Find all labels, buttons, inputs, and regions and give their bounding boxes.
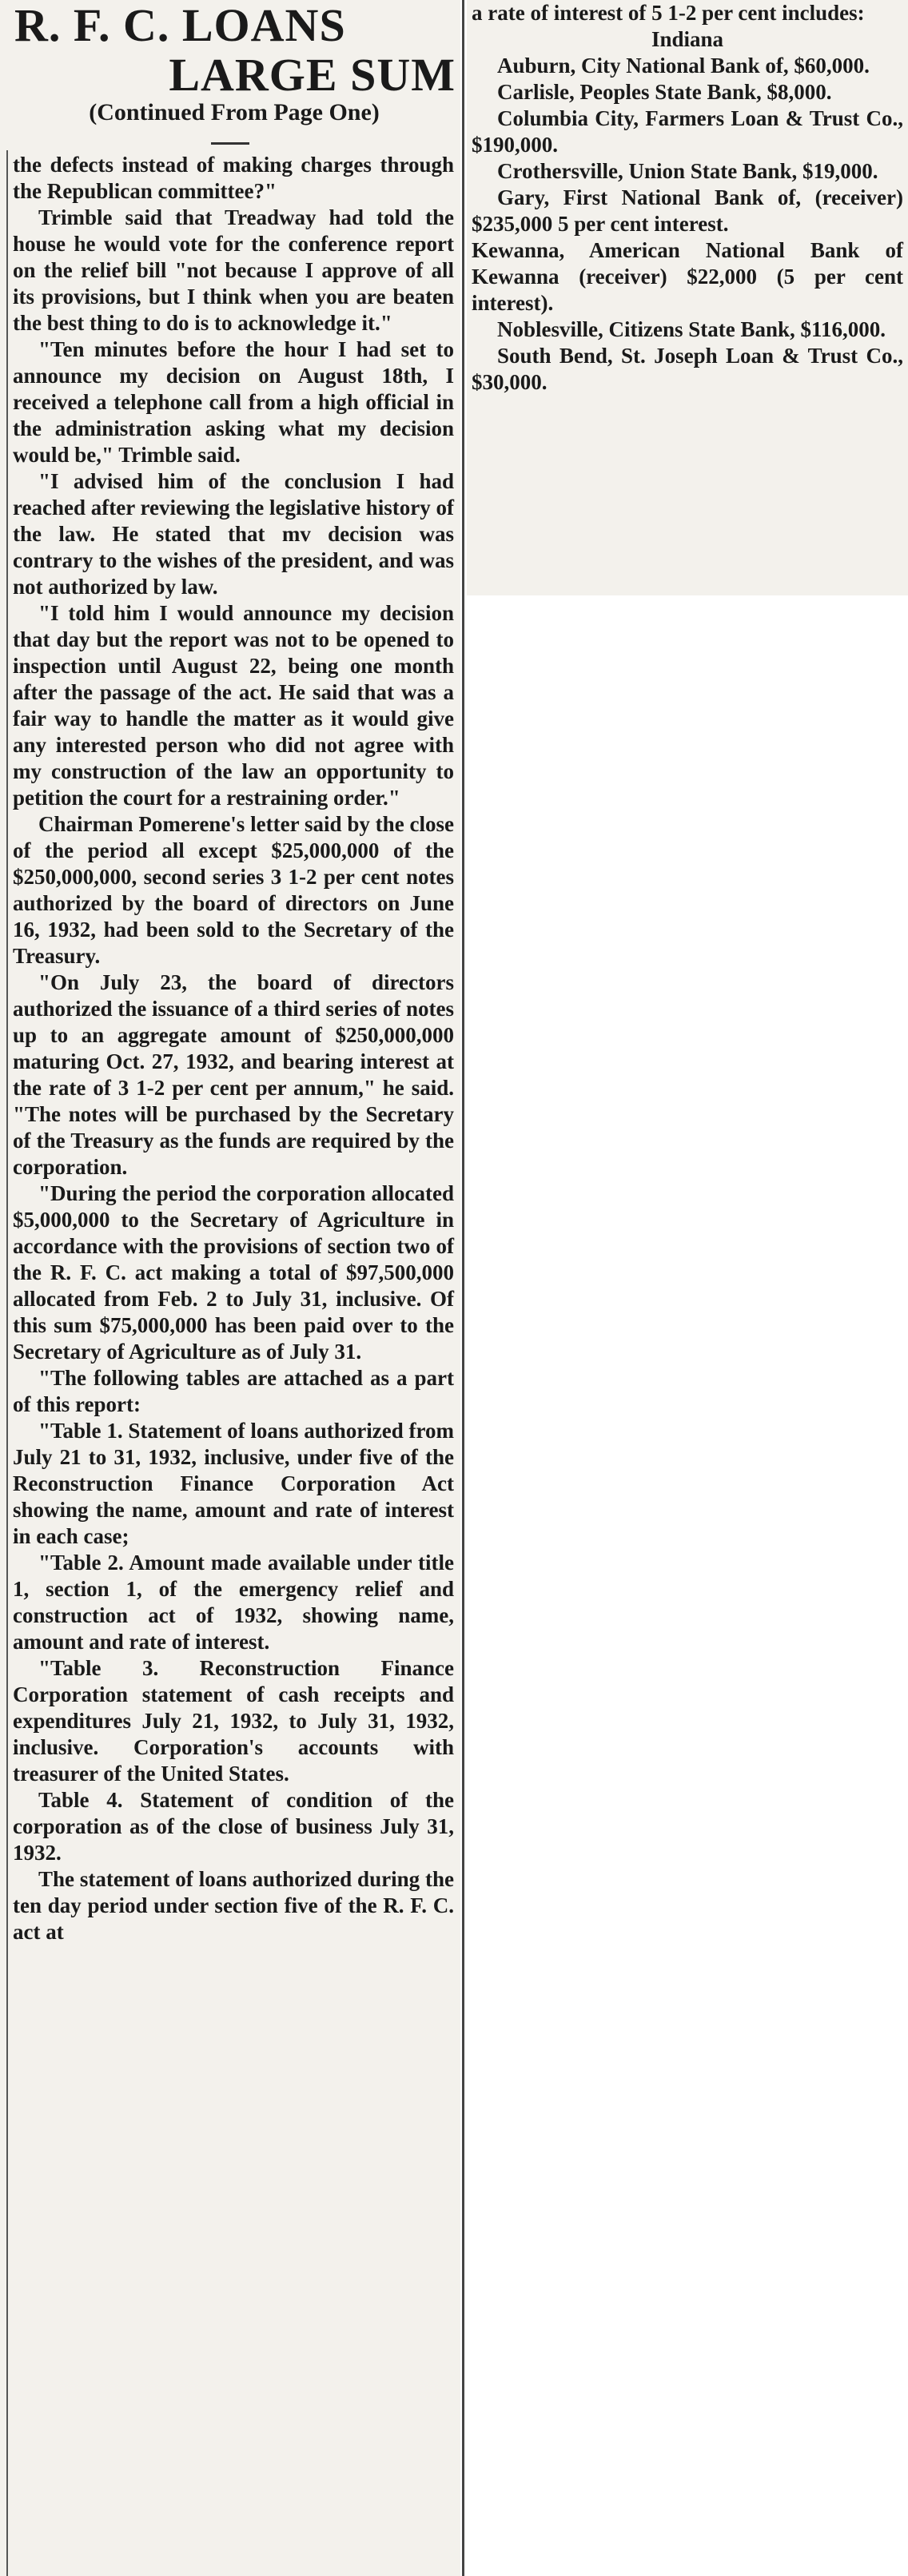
loan-entry: Columbia City, Farmers Loan & Trust Co., $190,000. [472,106,903,157]
article-body-left [13,152,454,1945]
paragraph: "I told him I would announce my decision that day but the report was not to be opened to inspection until August 22, being one month after the passage of the act. He said that was a fair way to handle the matter as it would give any interested person who did not agree with my construction of the law an opportunity to petition the court for a restraining order." [13,601,454,810]
paragraph: "The following tables are attached as a part of this report: [13,1366,454,1416]
paragraph: "I advised him of the conclusion I had reached after reviewing the legislative history of the law. He stated that mv decision was contrary to the wishes of the president, and was not authorized by law. [13,469,454,599]
continued-line: (Continued From Page One) [89,99,380,125]
loan-entry: Gary, First National Bank of, (receiver) $235,000 5 per cent interest. [472,185,903,236]
loan-entry: South Bend, St. Joseph Loan & Trust Co., $30,000. [472,344,903,394]
headline-line-1: R. F. C. LOANS [14,0,346,51]
loan-entry: Auburn, City National Bank of, $60,000. [497,54,870,78]
paragraph: the defects instead of making charges through the Republican committee?" [13,153,454,203]
article-body-right [472,0,903,396]
headline-rule [211,142,249,145]
column-divider [462,0,464,2576]
paragraph: "Table 2. Amount made available under title 1, section 1, of the emergency relief and construction act of 1932, showing name, amount and rate of interest. [13,1551,454,1654]
loan-entry: Kewanna, American National Bank of Kewanna (receiver) $22,000 (5 per cent interest). [472,238,903,315]
paragraph: "On July 23, the board of directors authorized the issuance of a third series of notes up to an aggregate amount of $250,000,000 maturing Oct. 27, 1932, and bearing interest at the rate of 3 1-2 per cent per annum," he said. "The notes will be purchased by the Secretary of the Treasury as the funds are required by the corporation. [13,970,454,1179]
paragraph: "During the period the corporation allocated $5,000,000 to the Secretary of Agriculture in accordance with the provisions of section two of the R. F. C. act making a total of $97,500,000 allocated from Feb. 2 to July 31, inclusive. Of this sum $75,000,000 has been paid over to the Secretary of Agriculture as of July 31. [13,1181,454,1364]
loan-entry: Crothersville, Union State Bank, $19,000. [497,159,878,183]
state-heading: Indiana [651,27,724,51]
paragraph: Table 4. Statement of condition of the corporation as of the close of business July 31, 1932. [13,1788,454,1865]
paragraph: "Table 3. Reconstruction Finance Corporation statement of cash receipts and expenditures July 21, 1932, to July 31, 1932, inclusive. Corporation's accounts with treasurer of the United States. [13,1656,454,1786]
paragraph: "Ten minutes before the hour I had set to announce my decision on August 18th, I received a telephone call from a high official in the administration asking what my decision would be," Trimble said. [13,337,454,467]
paragraph: Trimble said that Treadway had told the house he would vote for the conference report on the relief bill "not because I approve of all its provisions, but I think when you are beaten the best thing to do is to acknowledge it." [13,205,454,335]
loan-entry: Carlisle, Peoples State Bank, $8,000. [497,80,832,104]
paragraph: The statement of loans authorized during the ten day period under section five of the R. F. C. act at [13,1867,454,1944]
headline-line-2: LARGE SUM [169,49,456,101]
right-intro: a rate of interest of 5 1-2 per cent includes: [472,1,865,25]
paragraph: "Table 1. Statement of loans authorized from July 21 to 31, 1932, inclusive, under five of the Reconstruction Finance Corporation Act showing the name, amount and rate of interest in each case; [13,1419,454,1548]
loan-entry: Noblesville, Citizens State Bank, $116,000. [497,317,886,341]
paragraph: Chairman Pomerene's letter said by the close of the period all except $25,000,000 of the $250,000,000, second series 3 1-2 per cent notes authorized by the board of directors on June 16, 1932, had been sold to the Secretary of the Treasury. [13,812,454,968]
margin-rule [6,150,8,2576]
